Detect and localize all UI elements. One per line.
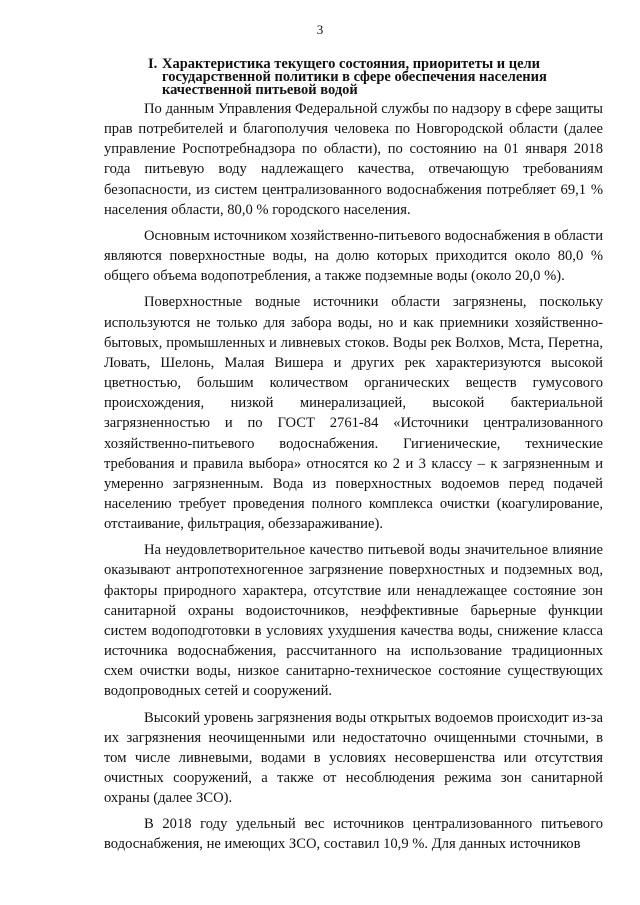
paragraph: Высокий уровень загрязнения воды открытых водоемов происходит из-за их загрязнения неочищенными или недостаточно очищенными сточными, в том числе ливневыми, водами в условиях несовершенства или отсутствия очистных сооружений, а также от несоблюдения режима зон санитарной охраны (далее ЗСО). [104, 709, 603, 807]
document-body [104, 99, 603, 861]
section-title-line-2: государственной политики в сфере обеспечения населения [162, 69, 547, 85]
paragraph: В 2018 году удельный вес источников централизованного питьевого водоснабжения, не имеющих ЗСО, составил 10,9 %. Для данных источников [104, 816, 603, 853]
section-numeral: I. [148, 56, 158, 72]
paragraph: На неудовлетворительное качество питьевой воды значительное влияние оказывают антропотехногенное загрязнение поверхностных и подземных вод, факторы природного характера, отсутствие или ненадлежащее состояние зон санитарной охраны водоисточников, неэффективные барьерные функции систем водоподготовки в условиях ухудшения качества воды, снижение класса источника водоснабжения, рассчитанного на использование традиционных схем очистки воды, низкое санитарно-техническое состояние существующих водопроводных сетей и сооружений. [104, 542, 603, 700]
paragraph: По данным Управления Федеральной службы по надзору в сфере защиты прав потребителей и благополучия человека по Новгородской области (далее управление Роспотребнадзора по области), по состоянию на 01 января 2018 года питьевую воду надлежащего качества, отвечающую требованиям безопасности, из систем централизованного водоснабжения потребляет 69,1 % населения области, 80,0 % городского населения. [104, 101, 603, 218]
section-title-line-1: Характеристика текущего состояния, приоритеты и цели [162, 56, 541, 72]
paragraph: Основным источником хозяйственно-питьевого водоснабжения в области являются поверхностные воды, на долю которых приходится около 80,0 % общего объема водопотребления, а также подземные воды (около 20,0 %). [104, 227, 603, 285]
section-heading [148, 58, 588, 97]
page-number: 3 [316, 22, 324, 37]
paragraph: Поверхностные водные источники области загрязнены, поскольку используются не только для забора воды, но и как приемники хозяйственно-бытовых, промышленных и ливневых стоков. Воды рек Волхов, Мста, Перетна, Ловать, Шелонь, Малая Вишера и других рек характеризуются высокой цветностью, большим количеством органических веществ гумусового происхождения, низкой минерализацией, высокой бактериальной загрязненностью и по ГОСТ 2761-84 «Источники централизованного хозяйственно-питьевого водоснабжения. Гигиенические, технические требования и правила выбора» относятся ко 2 и 3 классу – к загрязненным и умеренно загрязненным. Вода из поверхностных водоемов перед подачей населению требует проведения полного комплекса очистки (коагулирование, отстаивание, фильтрация, обеззараживание). [104, 294, 603, 533]
section-title-line-3: качественной питьевой водой [162, 82, 358, 98]
